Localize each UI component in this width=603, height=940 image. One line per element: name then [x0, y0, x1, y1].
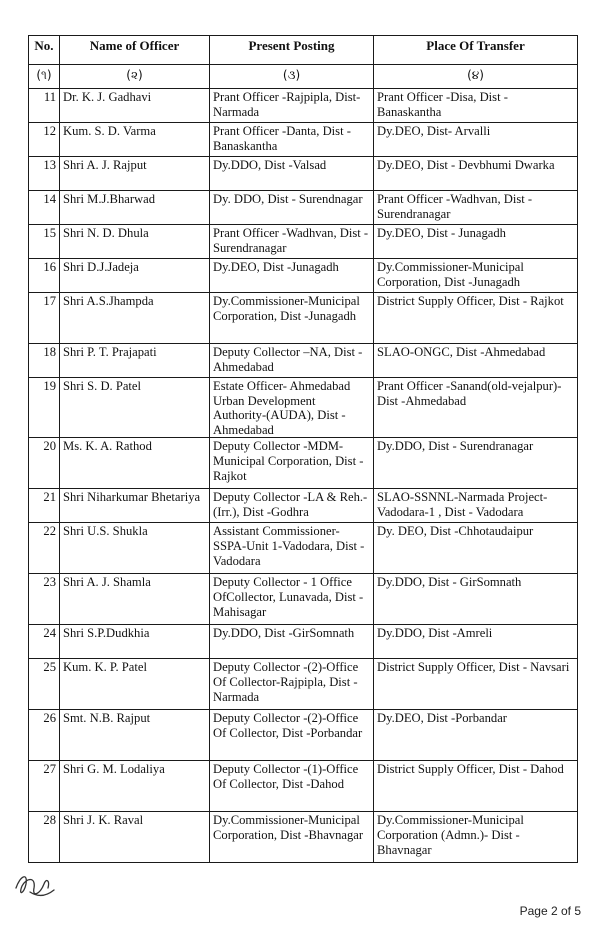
- cell-officer-name: Shri G. M. Lodaliya: [60, 761, 210, 812]
- cell-officer-name: Kum. K. P. Patel: [60, 659, 210, 710]
- cell-number: 17: [29, 293, 60, 344]
- cell-officer-name: Shri D.J.Jadeja: [60, 259, 210, 293]
- cell-officer-name: Shri Niharkumar Bhetariya: [60, 489, 210, 523]
- cell-present-posting: Prant Officer -Rajpipla, Dist-Narmada: [210, 89, 374, 123]
- table-row: [29, 489, 578, 523]
- cell-officer-name: Shri J. K. Raval: [60, 812, 210, 863]
- cell-officer-name: Shri A. J. Rajput: [60, 157, 210, 191]
- cell-number: 14: [29, 191, 60, 225]
- cell-present-posting: Assistant Commissioner-SSPA-Unit 1-Vadodara, Dist - Vadodara: [210, 523, 374, 574]
- cell-place-of-transfer: Prant Officer -Wadhvan, Dist - Surendranagar: [374, 191, 578, 225]
- cell-number: 11: [29, 89, 60, 123]
- cell-officer-name: Shri A. J. Shamla: [60, 574, 210, 625]
- table-row: [29, 157, 578, 191]
- cell-present-posting: Dy.DDO, Dist -Valsad: [210, 157, 374, 191]
- cell-present-posting: Deputy Collector -LA & Reh.-(Irr.), Dist -Godhra: [210, 489, 374, 523]
- header-row: [29, 36, 578, 65]
- cell-number: 26: [29, 710, 60, 761]
- table-row: [29, 659, 578, 710]
- cell-officer-name: Shri N. D. Dhula: [60, 225, 210, 259]
- cell-place-of-transfer: Dy.DDO, Dist - GirSomnath: [374, 574, 578, 625]
- cell-present-posting: Dy.DEO, Dist -Junagadh: [210, 259, 374, 293]
- signature-mark: [10, 858, 66, 902]
- table-row: [29, 89, 578, 123]
- col-index-1: (૧): [29, 65, 60, 89]
- cell-place-of-transfer: Dy.DEO, Dist - Devbhumi Dwarka: [374, 157, 578, 191]
- cell-place-of-transfer: Prant Officer -Disa, Dist - Banaskantha: [374, 89, 578, 123]
- cell-officer-name: Ms. K. A. Rathod: [60, 438, 210, 489]
- transfer-table: [28, 35, 578, 863]
- column-index-row: [29, 65, 578, 89]
- table-row: [29, 574, 578, 625]
- table-row: [29, 123, 578, 157]
- cell-officer-name: Shri U.S. Shukla: [60, 523, 210, 574]
- table-row: [29, 293, 578, 344]
- cell-present-posting: Estate Officer- Ahmedabad Urban Development Authority-(AUDA), Dist - Ahmedabad: [210, 378, 374, 438]
- table-row: [29, 191, 578, 225]
- cell-officer-name: Dr. K. J. Gadhavi: [60, 89, 210, 123]
- cell-officer-name: Shri S. D. Patel: [60, 378, 210, 438]
- cell-officer-name: Kum. S. D. Varma: [60, 123, 210, 157]
- cell-place-of-transfer: District Supply Officer, Dist - Rajkot: [374, 293, 578, 344]
- cell-place-of-transfer: SLAO-ONGC, Dist -Ahmedabad: [374, 344, 578, 378]
- cell-officer-name: Shri M.J.Bharwad: [60, 191, 210, 225]
- table-row: [29, 523, 578, 574]
- cell-number: 23: [29, 574, 60, 625]
- cell-number: 13: [29, 157, 60, 191]
- cell-number: 16: [29, 259, 60, 293]
- cell-place-of-transfer: Prant Officer -Sanand(old-vejalpur)- Dist -Ahmedabad: [374, 378, 578, 438]
- cell-present-posting: Dy.DDO, Dist -GirSomnath: [210, 625, 374, 659]
- header-name: Name of Officer: [60, 36, 210, 65]
- cell-present-posting: Deputy Collector -(2)-Office Of Collector, Dist -Porbandar: [210, 710, 374, 761]
- table-row: [29, 625, 578, 659]
- header-place-of-transfer: Place Of Transfer: [374, 36, 578, 65]
- cell-present-posting: Prant Officer -Danta, Dist - Banaskantha: [210, 123, 374, 157]
- cell-present-posting: Prant Officer -Wadhvan, Dist -Surendranagar: [210, 225, 374, 259]
- cell-present-posting: Dy.Commissioner-Municipal Corporation, Dist -Bhavnagar: [210, 812, 374, 863]
- table-row: [29, 710, 578, 761]
- cell-officer-name: Smt. N.B. Rajput: [60, 710, 210, 761]
- cell-number: 19: [29, 378, 60, 438]
- cell-present-posting: Deputy Collector -(1)-Office Of Collector, Dist -Dahod: [210, 761, 374, 812]
- cell-place-of-transfer: Dy.DEO, Dist -Porbandar: [374, 710, 578, 761]
- cell-present-posting: Dy. DDO, Dist - Surendnagar: [210, 191, 374, 225]
- table-row: [29, 378, 578, 438]
- cell-number: 21: [29, 489, 60, 523]
- cell-present-posting: Deputy Collector –NA, Dist -Ahmedabad: [210, 344, 374, 378]
- table-row: [29, 761, 578, 812]
- cell-place-of-transfer: SLAO-SSNNL-Narmada Project-Vadodara-1 , Dist - Vadodara: [374, 489, 578, 523]
- cell-number: 27: [29, 761, 60, 812]
- cell-place-of-transfer: Dy.DDO, Dist - Surendranagar: [374, 438, 578, 489]
- cell-place-of-transfer: Dy.DDO, Dist -Amreli: [374, 625, 578, 659]
- header-no: No.: [29, 36, 60, 65]
- cell-number: 12: [29, 123, 60, 157]
- col-index-2: (૨): [60, 65, 210, 89]
- col-index-4: (૪): [374, 65, 578, 89]
- table-row: [29, 259, 578, 293]
- cell-number: 22: [29, 523, 60, 574]
- cell-present-posting: Deputy Collector - 1 Office OfCollector, Lunavada, Dist -Mahisagar: [210, 574, 374, 625]
- cell-number: 25: [29, 659, 60, 710]
- table-row: [29, 438, 578, 489]
- cell-number: 20: [29, 438, 60, 489]
- cell-officer-name: Shri P. T. Prajapati: [60, 344, 210, 378]
- cell-number: 28: [29, 812, 60, 863]
- cell-officer-name: Shri A.S.Jhampda: [60, 293, 210, 344]
- table-row: [29, 812, 578, 863]
- table-row: [29, 344, 578, 378]
- cell-number: 18: [29, 344, 60, 378]
- cell-present-posting: Dy.Commissioner-Municipal Corporation, Dist -Junagadh: [210, 293, 374, 344]
- cell-number: 15: [29, 225, 60, 259]
- cell-place-of-transfer: Dy.DEO, Dist- Arvalli: [374, 123, 578, 157]
- table-row: [29, 225, 578, 259]
- cell-number: 24: [29, 625, 60, 659]
- cell-place-of-transfer: Dy.Commissioner-Municipal Corporation, Dist -Junagadh: [374, 259, 578, 293]
- cell-officer-name: Shri S.P.Dudkhia: [60, 625, 210, 659]
- cell-present-posting: Deputy Collector -(2)-Office Of Collector-Rajpipla, Dist -Narmada: [210, 659, 374, 710]
- cell-present-posting: Deputy Collector -MDM-Municipal Corporation, Dist -Rajkot: [210, 438, 374, 489]
- cell-place-of-transfer: Dy.Commissioner-Municipal Corporation (Admn.)- Dist - Bhavnagar: [374, 812, 578, 863]
- header-present-posting: Present Posting: [210, 36, 374, 65]
- cell-place-of-transfer: District Supply Officer, Dist - Navsari: [374, 659, 578, 710]
- cell-place-of-transfer: District Supply Officer, Dist - Dahod: [374, 761, 578, 812]
- col-index-3: (૩): [210, 65, 374, 89]
- cell-place-of-transfer: Dy.DEO, Dist - Junagadh: [374, 225, 578, 259]
- cell-place-of-transfer: Dy. DEO, Dist -Chhotaudaipur: [374, 523, 578, 574]
- page-number: Page 2 of 5: [519, 904, 581, 918]
